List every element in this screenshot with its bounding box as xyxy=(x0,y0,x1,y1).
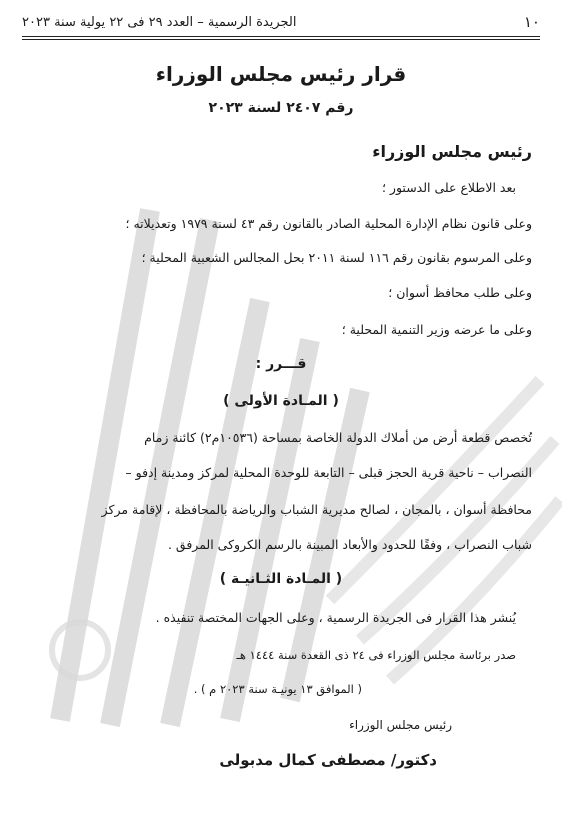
preamble-line: وعلى ما عرضه وزير التنمية المحلية ؛ xyxy=(341,322,532,337)
issued-line: صدر برئاسة مجلس الوزراء فى ٢٤ ذى القعدة سنة ١٤٤٤ هـ xyxy=(236,648,516,662)
preamble-line: وعلى المرسوم بقانون رقم ١١٦ لسنة ٢٠١١ بحل المجالس الشعبية المحلية ؛ xyxy=(141,250,532,265)
article-1-line: النصراب – ناحية قرية الحجز قبلى – التابعة للوحدة المحلية لمركز ومدينة إدفو – xyxy=(125,465,532,480)
article-1-line: شباب النصراب ، وفقًا للحدود والأبعاد المبينة بالرسم الكروكى المرفق . xyxy=(167,537,532,552)
signature-title: رئيس مجلس الوزراء xyxy=(349,718,452,732)
running-title: الجريدة الرسمية – العدد ٢٩ فى ٢٢ يولية سنة ٢٠٢٣ xyxy=(22,14,297,30)
decided-heading: قـــرر : xyxy=(255,356,307,372)
article-2-text: يُنشر هذا القرار فى الجريدة الرسمية ، وعلى الجهات المختصة تنفيذه . xyxy=(155,610,516,625)
preamble-line: بعد الاطلاع على الدستور ؛ xyxy=(381,180,516,195)
corresponding-date-line: ( الموافق ١٣ يونيـة سنة ٢٠٢٣ م ) . xyxy=(193,682,362,696)
preamble-line: وعلى طلب محافظ أسوان ؛ xyxy=(388,285,532,300)
article-2-heading: ( المـادة الثـانيـة ) xyxy=(219,571,343,587)
decree-number: رقم ٢٤٠٧ لسنة ٢٠٢٣ xyxy=(208,100,354,116)
article-1-heading: ( المـادة الأولى ) xyxy=(223,393,339,409)
page-number: ١٠ xyxy=(523,13,540,31)
header-rule xyxy=(22,36,540,40)
article-1-line: محافظة أسوان ، بالمجان ، لصالح مديرية الشباب والرياضة بالمحافظة ، لإقامة مركز xyxy=(101,502,532,517)
decree-title: قرار رئيس مجلس الوزراء xyxy=(155,62,407,86)
running-header xyxy=(22,10,540,34)
preamble-line: وعلى قانون نظام الإدارة المحلية الصادر بالقانون رقم ٤٣ لسنة ١٩٧٩ وتعديلاته ؛ xyxy=(125,216,532,231)
issuing-authority: رئيس مجلس الوزراء xyxy=(372,142,532,161)
article-1-line: تُخصص قطعة أرض من أملاك الدولة الخاصة بمساحة (١٠٥٣٦م٢) كائنة زمام xyxy=(144,430,532,445)
signature-name: دكتور/ مصطفى كمال مدبولى xyxy=(219,751,437,769)
